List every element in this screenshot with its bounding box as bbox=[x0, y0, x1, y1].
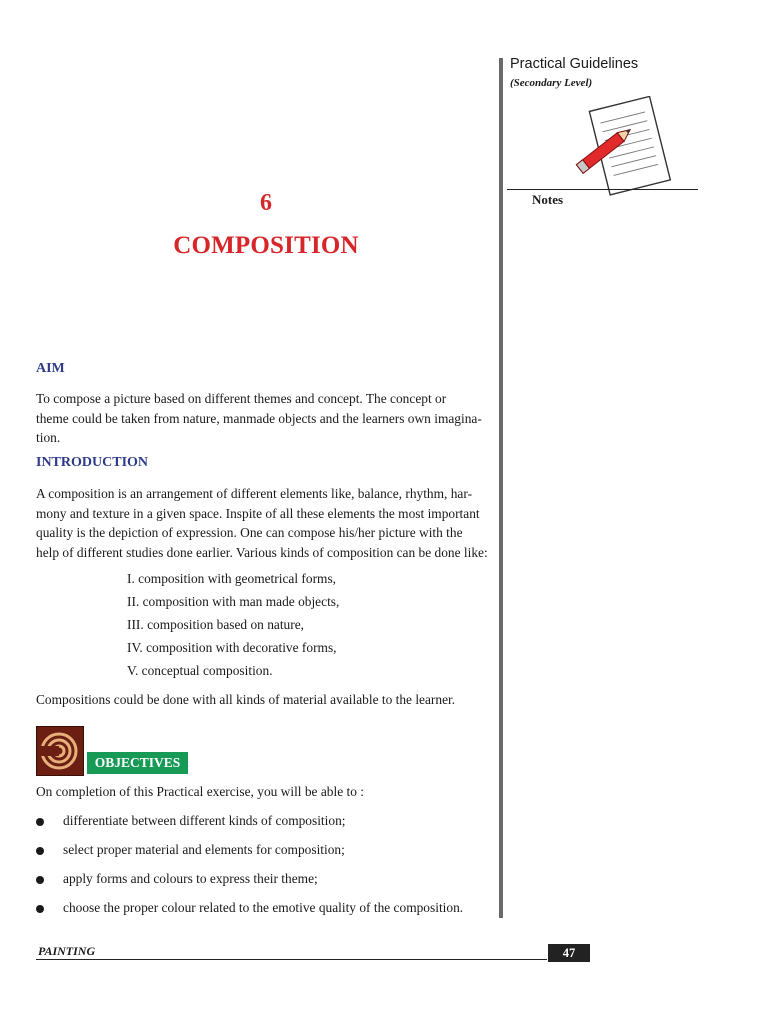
bullet-dot bbox=[36, 905, 44, 913]
notes-rule bbox=[507, 189, 698, 190]
objective-item: choose the proper colour related to the emotive quality of the composition. bbox=[63, 900, 464, 915]
objective-item: apply forms and colours to express their theme; bbox=[63, 871, 318, 886]
bullet-dot bbox=[36, 876, 44, 884]
footer-rule bbox=[36, 959, 547, 960]
composition-type-item: I. composition with geometrical forms, bbox=[127, 571, 336, 586]
intro-line: quality is the depiction of expression. One can compose his/her picture with the bbox=[36, 525, 463, 540]
bullet-dot bbox=[36, 818, 44, 826]
intro-line: help of different studies done earlier. Various kinds of composition can be done like: bbox=[36, 544, 488, 560]
footer-subject: PAINTING bbox=[38, 944, 96, 958]
composition-type-item: III. composition based on nature, bbox=[127, 617, 305, 632]
introduction-closing: Compositions could be done with all kinds of material available to the learner. bbox=[36, 692, 456, 707]
intro-line: mony and texture in a given space. Inspite of all these elements the most important bbox=[36, 505, 480, 521]
chapter-number: 6 bbox=[260, 190, 272, 216]
objective-item: select proper material and elements for composition; bbox=[63, 842, 345, 857]
composition-type-item: V. conceptual composition. bbox=[127, 663, 273, 678]
objective-item: differentiate between different kinds of composition; bbox=[63, 813, 346, 828]
aim-heading: AIM bbox=[36, 361, 65, 376]
page-number: 47 bbox=[548, 944, 590, 962]
objectives-badge: OBJECTIVES bbox=[87, 752, 188, 774]
objectives-intro: On completion of this Practical exercise, you will be able to : bbox=[36, 784, 364, 799]
composition-type-item: IV. composition with decorative forms, bbox=[127, 640, 337, 655]
aim-line: To compose a picture based on different themes and concept. The concept or bbox=[36, 391, 447, 406]
guidelines-title: Practical Guidelines bbox=[510, 56, 639, 72]
introduction-paragraph bbox=[36, 484, 497, 562]
aim-line: theme could be taken from nature, manmade objects and the learners own imagina- bbox=[36, 410, 482, 426]
chapter-title: COMPOSITION bbox=[173, 232, 359, 259]
aim-paragraph bbox=[36, 389, 497, 448]
introduction-heading: INTRODUCTION bbox=[36, 455, 149, 470]
guidelines-subtitle: (Secondary Level) bbox=[510, 77, 593, 89]
bullet-dot bbox=[36, 847, 44, 855]
margin-rule bbox=[499, 58, 503, 918]
notes-label: Notes bbox=[532, 192, 564, 207]
composition-type-item: II. composition with man made objects, bbox=[127, 594, 340, 609]
aim-line: tion. bbox=[36, 430, 61, 445]
spiral-icon bbox=[36, 726, 84, 776]
intro-line: A composition is an arrangement of different elements like, balance, rhythm, har- bbox=[36, 486, 473, 501]
